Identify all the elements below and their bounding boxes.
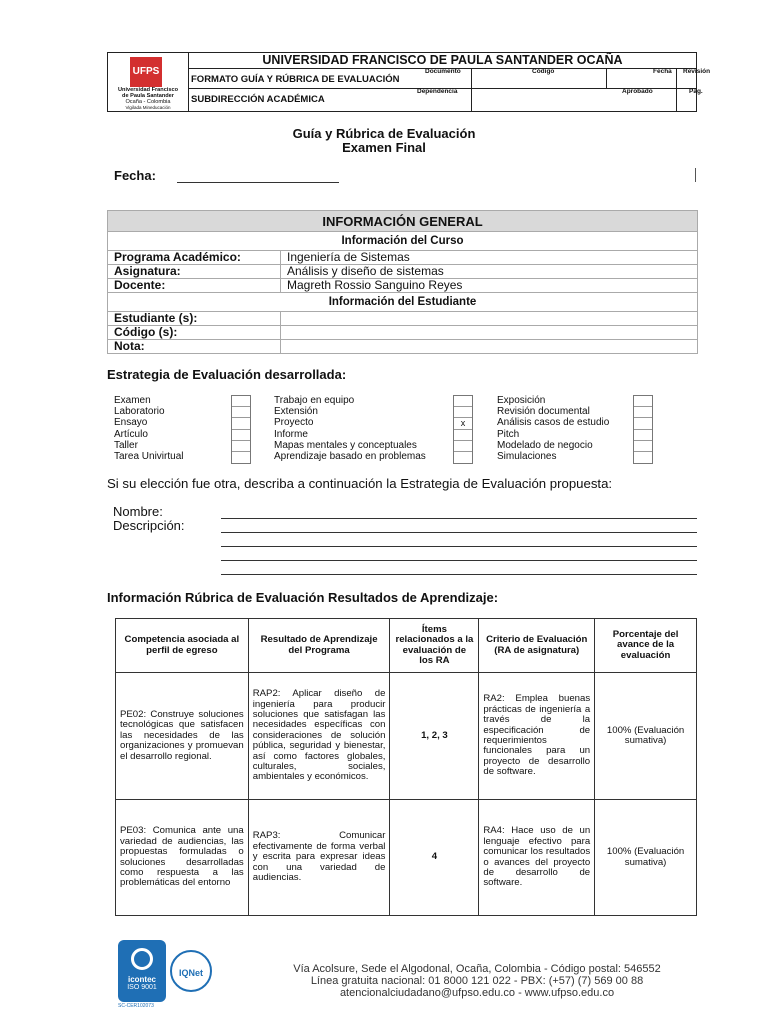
checkbox-aprendizaje-problemas[interactable]	[454, 452, 472, 463]
option-mapas-mentales: Mapas mentales y conceptuales	[274, 439, 417, 451]
fecha-divider	[695, 168, 696, 182]
fecha-input-line[interactable]	[177, 182, 339, 183]
strategy-col2-checkboxes	[453, 395, 473, 464]
curso-heading: Información del Curso	[108, 232, 698, 251]
checkbox-analisis-casos[interactable]	[634, 418, 652, 429]
option-examen: Examen	[114, 395, 151, 406]
fecha-label: Fecha:	[114, 168, 156, 183]
checkbox-tarea-univirtual[interactable]	[232, 452, 250, 463]
col-criterio: Criterio de Evaluación (RA de asignatura)	[479, 619, 595, 673]
codigo-row	[108, 326, 698, 340]
iso-label: ISO 9001	[127, 984, 157, 991]
page-title: Guía y Rúbrica de Evaluación	[292, 126, 476, 141]
icontec-badge	[118, 940, 166, 1002]
option-aprendizaje-problemas: Aprendizaje basado en problemas	[274, 451, 426, 463]
checkbox-mapas-mentales[interactable]	[454, 441, 472, 452]
info-general-table	[107, 210, 698, 354]
descripcion-line-1[interactable]	[221, 532, 697, 533]
documento-label: Documento	[425, 68, 461, 75]
logo-caption	[110, 88, 186, 111]
competencia-cell: PE02: Construye soluciones tecnológicas que satisfacen las necesidades de las organizaciones y promuevan el desarrollo regional.	[116, 673, 249, 800]
department-name: SUBDIRECCIÓN ACADÉMICA	[191, 94, 325, 105]
footer-email[interactable]: atencionalciudadano@ufpso.edu.co - www.ufpso.edu.co	[339, 987, 615, 999]
codigo-field[interactable]	[281, 326, 698, 340]
checkbox-articulo[interactable]	[232, 430, 250, 441]
items-cell: 4	[390, 800, 479, 916]
criterio-cell: RA2: Emplea buenas prácticas de ingeniería a través de la especificación de requerimientos funcionales para un proyecto de desarrollo de software.	[479, 673, 595, 800]
col-resultado: Resultado de Aprendizaje del Programa	[248, 619, 390, 673]
docente-label: Docente:	[108, 279, 281, 293]
strategy-col1-checkboxes	[231, 395, 251, 464]
nota-label: Nota:	[108, 340, 281, 354]
porcentaje-cell: 100% (Evaluación sumativa)	[595, 673, 697, 800]
porcentaje-cell: 100% (Evaluación sumativa)	[595, 800, 697, 916]
footer-phone: Línea gratuita nacional: 01 8000 121 022 - PBX: (+57) (7) 569 00 88	[310, 975, 644, 987]
rubric-heading: Información Rúbrica de Evaluación Resultados de Aprendizaje:	[107, 590, 499, 605]
criterio-cell: RA4: Hace uso de un lenguaje efectivo para comunicar los resultados o avances del proyecto de desarrollo de software.	[479, 800, 595, 916]
nombre-input-line[interactable]	[221, 518, 697, 519]
asignatura-value: Análisis y diseño de sistemas	[281, 265, 698, 279]
descripcion-line-4[interactable]	[221, 574, 697, 575]
logo-caption-1: Universidad Francisco	[118, 87, 178, 93]
format-title: FORMATO GUÍA Y RÚBRICA DE EVALUACIÓN	[191, 74, 400, 85]
option-pitch: Pitch	[497, 428, 520, 440]
aprobado-cell	[472, 88, 677, 111]
dependencia-label: Dependencia	[417, 88, 458, 95]
icontec-label: icontec	[127, 975, 156, 984]
nota-row	[108, 340, 698, 354]
format-cell	[189, 68, 472, 88]
checkbox-ensayo[interactable]	[232, 418, 250, 429]
header-row-format	[189, 68, 711, 89]
option-informe: Informe	[274, 428, 308, 440]
nombre-label: Nombre:	[113, 504, 163, 519]
resultado-cell: RAP3: Comunicar efectivamente de forma verbal y escrita para expresar ideas con una variedad de audiencias.	[248, 800, 390, 916]
strategy-heading: Estrategia de Evaluación desarrollada:	[107, 367, 347, 382]
programa-row	[108, 251, 698, 265]
other-strategy-prompt: Si su elección fue otra, describa a continuación la Estrategia de Evaluación propuesta:	[107, 476, 613, 491]
resultado-cell: RAP2: Aplicar diseño de ingeniería para producir soluciones que satisfagan las necesidades específicas con consideraciones de solución pública, seguridad y bienestar, así como factores globales, culturales, sociales, ambientales y económicos.	[248, 673, 390, 800]
programa-value: Ingeniería de Sistemas	[281, 251, 698, 265]
rubric-row	[116, 673, 697, 800]
ufps-logo	[108, 53, 189, 111]
document-header	[107, 52, 711, 112]
rubric-header-row	[116, 619, 697, 673]
estudiante-label: Estudiante (s):	[108, 312, 281, 326]
codigo-student-label: Código (s):	[108, 326, 281, 340]
option-taller: Taller	[114, 439, 138, 451]
checkbox-modelado-negocio[interactable]	[634, 441, 652, 452]
icontec-icon	[131, 948, 153, 970]
revision-label: Revisión	[683, 68, 711, 75]
programa-label: Programa Académico:	[108, 251, 281, 265]
col-items: Ítems relacionados a la evaluación de los RA	[390, 619, 479, 673]
checkbox-trabajo-equipo[interactable]	[454, 396, 472, 407]
nota-field[interactable]	[281, 340, 698, 354]
page-subtitle: Examen Final	[342, 140, 426, 155]
option-modelado-negocio: Modelado de negocio	[497, 439, 593, 451]
checkbox-exposicion[interactable]	[634, 396, 652, 407]
strategy-col3	[497, 395, 609, 462]
option-extension: Extensión	[274, 406, 318, 418]
codigo-label: Código	[532, 68, 555, 75]
option-proyecto: Proyecto	[274, 417, 314, 429]
option-exposicion: Exposición	[497, 395, 546, 406]
logo-caption-2: de Paula Santander	[122, 92, 174, 99]
competencia-cell: PE03: Comunica ante una variedad de audiencias, las propuestas formuladas o soluciones desarrolladas como respuesta a las problemáticas del entorno	[116, 800, 249, 916]
checkbox-proyecto[interactable]: x	[454, 418, 472, 429]
option-analisis-casos: Análisis casos de estudio	[497, 417, 610, 429]
iqnet-badge: IQNet	[170, 950, 212, 992]
logo-caption-3: Ocaña - Colombia	[125, 98, 171, 105]
items-cell: 1, 2, 3	[390, 673, 479, 800]
option-articulo: Artículo	[114, 428, 148, 440]
col-competencia: Competencia asociada al perfil de egreso	[116, 619, 249, 673]
checkbox-revision-documental[interactable]	[634, 407, 652, 418]
option-laboratorio: Laboratorio	[114, 406, 165, 418]
descripcion-line-3[interactable]	[221, 560, 697, 561]
pag-cell	[677, 88, 703, 111]
rubric-table	[115, 618, 697, 916]
university-name: UNIVERSIDAD FRANCISCO DE PAULA SANTANDER OCAÑA	[189, 53, 696, 69]
estudiante-field[interactable]	[281, 312, 698, 326]
asignatura-row	[108, 265, 698, 279]
strategy-col2	[274, 395, 426, 462]
option-simulaciones: Simulaciones	[497, 451, 557, 463]
footer-address: Vía Acolsure, Sede el Algodonal, Ocaña, Colombia - Código postal: 546552	[293, 963, 661, 975]
option-revision-documental: Revisión documental	[497, 406, 590, 418]
logo-caption-4: Vigilada Mineducación	[125, 105, 171, 111]
footer-contact	[267, 963, 687, 999]
descripcion-label: Descripción:	[113, 518, 185, 533]
codigo-cell	[472, 68, 607, 88]
checkbox-examen[interactable]	[232, 396, 250, 407]
checkbox-simulaciones[interactable]	[634, 452, 652, 463]
option-tarea-univirtual: Tarea Univirtual	[114, 451, 184, 463]
cert-code: SC-CER102073	[118, 1003, 154, 1009]
asignatura-label: Asignatura:	[108, 265, 281, 279]
docente-row	[108, 279, 698, 293]
aprobado-label: Aprobado	[622, 88, 653, 95]
descripcion-line-2[interactable]	[221, 546, 697, 547]
header-row-dependencia	[189, 88, 703, 111]
pag-label: Pág.	[689, 88, 703, 95]
estudiante-row	[108, 312, 698, 326]
option-trabajo-equipo: Trabajo en equipo	[274, 395, 355, 406]
checkbox-taller[interactable]	[232, 441, 250, 452]
checkbox-laboratorio[interactable]	[232, 407, 250, 418]
dependencia-cell	[189, 88, 472, 111]
checkbox-pitch[interactable]	[634, 430, 652, 441]
checkbox-extension[interactable]	[454, 407, 472, 418]
rubric-row	[116, 800, 697, 916]
col-porcentaje: Porcentaje del avance de la evaluación	[595, 619, 697, 673]
estudiante-heading: Información del Estudiante	[108, 293, 698, 312]
checkbox-informe[interactable]	[454, 430, 472, 441]
docente-value: Magreth Rossio Sanguino Reyes	[281, 279, 698, 293]
revision-cell	[677, 68, 711, 88]
strategy-col1	[114, 395, 183, 462]
option-ensayo: Ensayo	[114, 417, 148, 429]
logo-mark: UFPS	[130, 57, 162, 87]
fecha-head-label: Fecha	[653, 68, 672, 75]
fecha-cell	[607, 68, 677, 88]
info-general-heading: INFORMACIÓN GENERAL	[108, 211, 698, 232]
strategy-col3-checkboxes	[633, 395, 653, 464]
